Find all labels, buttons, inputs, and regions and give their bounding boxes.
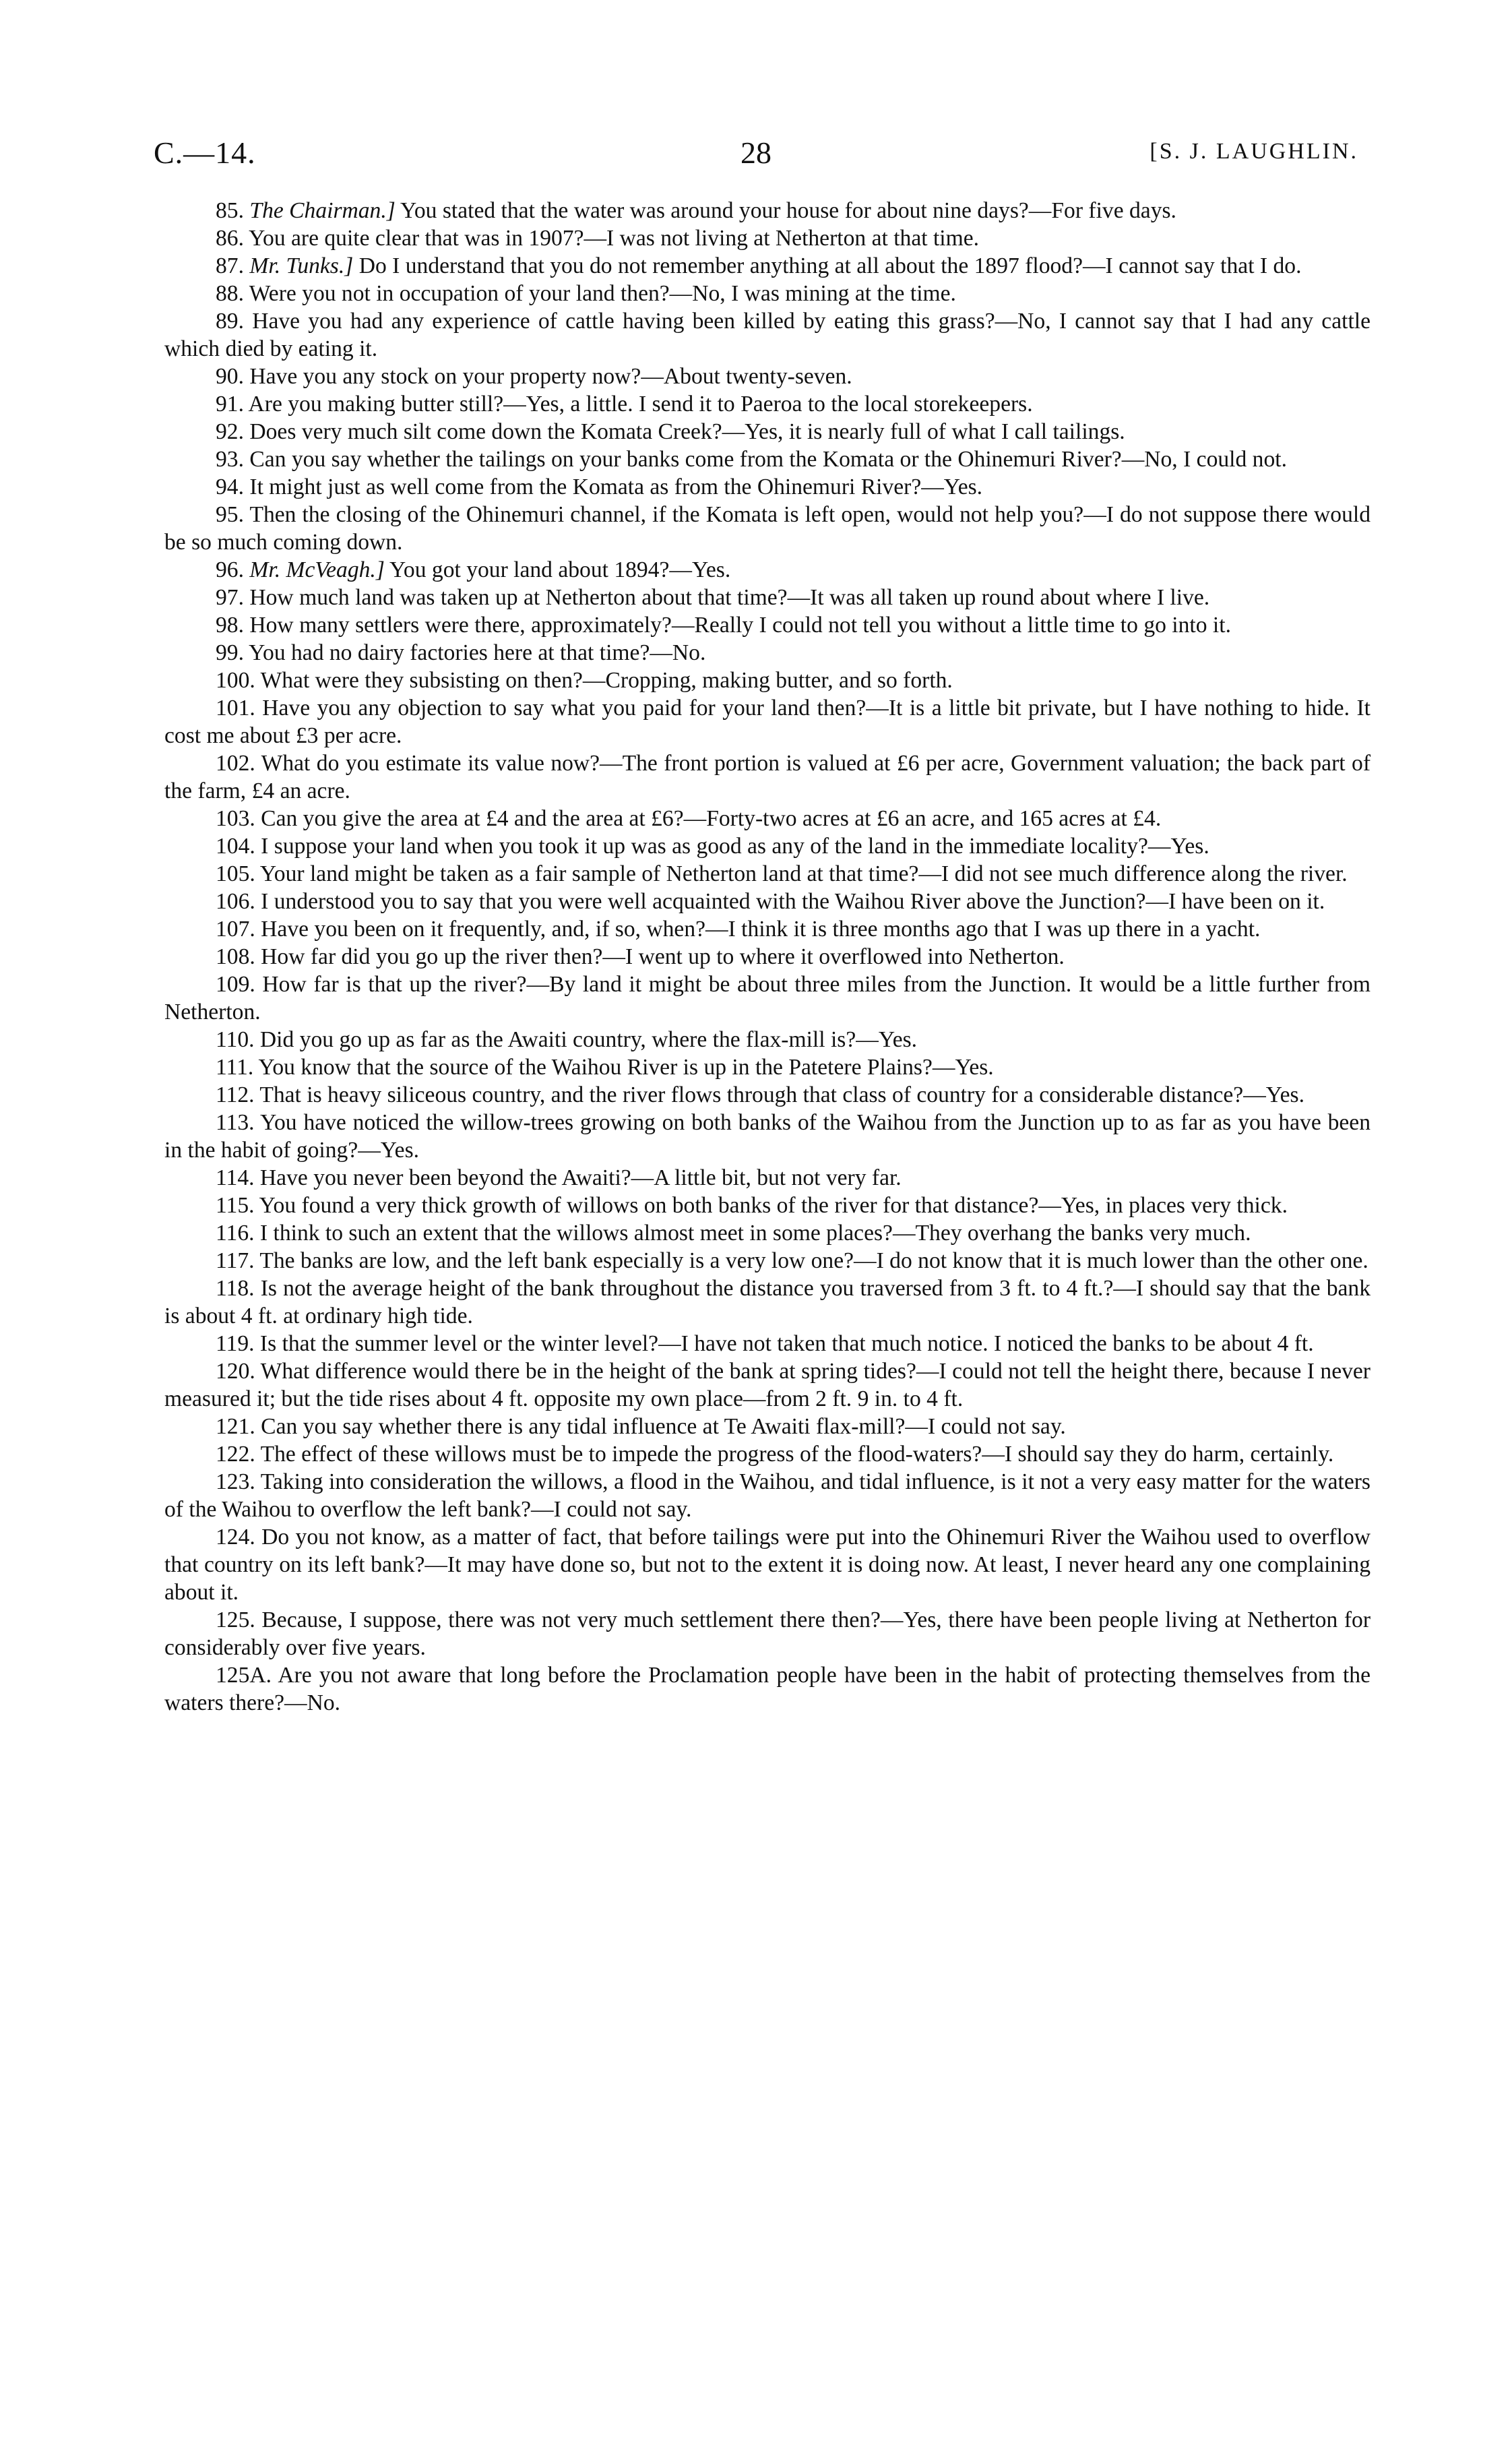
question-answer-item xyxy=(164,639,1371,667)
question-number: 96. xyxy=(216,557,244,582)
question-number: 111. xyxy=(216,1055,254,1080)
question-answer-text: Is that the summer level or the winter level?—I have not taken that much notice. I noticed the banks to be about 4 ft. xyxy=(259,1331,1314,1356)
question-number: 109. xyxy=(216,972,255,997)
question-number: 102. xyxy=(216,751,255,776)
question-answer-text: Do you not know, as a matter of fact, that before tailings were put into the Ohinemuri River the Waihou used to overflow that country on its left bank?—It may have done so, but not to the extent it is doing now. At least, I never heard any one complaining about it. xyxy=(164,1525,1371,1605)
question-answer-item xyxy=(164,1164,1371,1192)
question-answer-text: Your land might be taken as a fair sample of Netherton land at that time?—I did not see much difference along the river. xyxy=(259,861,1348,886)
question-number: 114. xyxy=(216,1165,255,1190)
question-answer-item xyxy=(164,805,1371,832)
question-answer-item xyxy=(164,418,1371,446)
question-answer-item xyxy=(164,1247,1371,1275)
question-answer-item xyxy=(164,860,1371,888)
question-answer-item xyxy=(164,1606,1371,1661)
question-answer-text: Is not the average height of the bank throughout the distance you traversed from 3 ft. to 4 ft.?—I should say that the bank is about 4 ft. at ordinary high tide. xyxy=(164,1276,1371,1328)
question-answer-item xyxy=(164,1053,1371,1081)
question-answer-text: Were you not in occupation of your land then?—No, I was mining at the time. xyxy=(249,281,956,306)
question-answer-item xyxy=(164,1357,1371,1413)
question-number: 94. xyxy=(216,474,244,499)
question-number: 85. xyxy=(216,198,244,223)
question-answer-text: It might just as well come from the Komata as from the Ohinemuri River?—Yes. xyxy=(249,474,983,499)
question-answer-text: What difference would there be in the height of the bank at spring tides?—I could not tell the height there, because I never measured it; but the tide rises about 4 ft. opposite my own place—from 2 ft. 9 in. to 4 ft. xyxy=(164,1359,1371,1411)
question-answer-text: What were they subsisting on then?—Cropping, making butter, and so forth. xyxy=(260,668,953,693)
question-number: 90. xyxy=(216,364,244,389)
question-answer-item xyxy=(164,1109,1371,1164)
question-number: 125A. xyxy=(216,1663,272,1688)
question-number: 99. xyxy=(216,640,244,665)
question-answer-item xyxy=(164,943,1371,971)
question-number: 117. xyxy=(216,1248,255,1273)
question-answer-text: How much land was taken up at Netherton about that time?—It was all taken up round about where I live. xyxy=(249,585,1210,610)
question-number: 86. xyxy=(216,226,244,251)
question-answer-text: You had no dairy factories here at that time?—No. xyxy=(249,640,706,665)
question-answer-text: You have noticed the willow-trees growing on both banks of the Waihou from the Junction up to as far as you have been in the habit of going?—Yes. xyxy=(164,1110,1371,1163)
question-number: 110. xyxy=(216,1027,255,1052)
question-number: 106. xyxy=(216,889,255,914)
question-answer-text: Can you give the area at £4 and the area at £6?—Forty-two acres at £6 an acre, and 165 acres at £4. xyxy=(261,806,1162,831)
question-number: 123. xyxy=(216,1469,255,1494)
question-number: 119. xyxy=(216,1331,255,1356)
page-header xyxy=(154,135,1358,175)
report-series: C.—14. xyxy=(154,135,256,170)
question-answer-text: Does very much silt come down the Komata Creek?—Yes, it is nearly full of what I call tailings. xyxy=(249,419,1125,444)
question-answer-text: The effect of these willows must be to impede the progress of the flood-waters?—I should say they do harm, certainly. xyxy=(260,1442,1334,1467)
question-answer-text: You stated that the water was around your house for about nine days?—For five days. xyxy=(400,198,1176,223)
question-answer-text: I think to such an extent that the willows almost meet in some places?—They overhang the banks very much. xyxy=(259,1221,1251,1246)
question-answer-text: Have you any objection to say what you paid for your land then?—It is a little bit private, but I have nothing to hide. It cost me about £3 per acre. xyxy=(164,696,1371,748)
question-number: 124. xyxy=(216,1525,255,1550)
question-number: 91. xyxy=(216,392,244,417)
question-answer-item xyxy=(164,915,1371,943)
question-number: 112. xyxy=(216,1082,255,1107)
question-answer-item xyxy=(164,971,1371,1026)
question-answer-item xyxy=(164,224,1371,252)
question-number: 115. xyxy=(216,1193,255,1218)
question-number: 121. xyxy=(216,1414,255,1439)
question-answer-text: How far did you go up the river then?—I went up to where it overflowed into Netherton. xyxy=(261,944,1065,969)
question-answer-item xyxy=(164,888,1371,915)
question-answer-item xyxy=(164,252,1371,280)
page-number: 28 xyxy=(741,135,771,170)
question-answer-item xyxy=(164,611,1371,639)
question-answer-text: You know that the source of the Waihou River is up in the Patetere Plains?—Yes. xyxy=(258,1055,994,1080)
question-answer-text: I understood you to say that you were well acquainted with the Waihou River above the Junction?—I have been on it. xyxy=(261,889,1325,914)
speaker-name: Mr. Tunks.] xyxy=(249,253,354,278)
evidence-body xyxy=(164,197,1371,1717)
question-answer-text: Have you had any experience of cattle having been killed by eating this grass?—No, I cannot say that I had any cattle which died by eating it. xyxy=(164,309,1371,361)
question-answer-text: Because, I suppose, there was not very much settlement there then?—Yes, there have been people living at Netherton for considerably over five years. xyxy=(164,1607,1371,1660)
question-number: 89. xyxy=(216,309,244,334)
question-answer-text: Then the closing of the Ohinemuri channel, if the Komata is left open, would not help you?—I do not suppose there would be so much coming down. xyxy=(164,502,1371,555)
speaker-name: Mr. McVeagh.] xyxy=(249,557,385,582)
question-number: 97. xyxy=(216,585,244,610)
question-answer-text: You got your land about 1894?—Yes. xyxy=(389,557,731,582)
question-answer-item xyxy=(164,473,1371,501)
question-answer-text: Have you never been beyond the Awaiti?—A little bit, but not very far. xyxy=(259,1165,902,1190)
question-answer-item xyxy=(164,1440,1371,1468)
question-answer-item xyxy=(164,363,1371,390)
question-number: 107. xyxy=(216,917,255,942)
question-answer-item xyxy=(164,749,1371,805)
question-number: 105. xyxy=(216,861,255,886)
question-number: 113. xyxy=(216,1110,255,1135)
question-number: 87. xyxy=(216,253,244,278)
question-answer-text: What do you estimate its value now?—The front portion is valued at £6 per acre, Government valuation; the back part of the farm, £4 an acre. xyxy=(164,751,1371,803)
question-answer-item xyxy=(164,1523,1371,1606)
question-answer-text: Have you been on it frequently, and, if so, when?—I think it is three months ago that I was up there in a yacht. xyxy=(261,917,1261,942)
question-answer-text: Do I understand that you do not remember anything at all about the 1897 flood?—I cannot say that I do. xyxy=(358,253,1302,278)
question-answer-item xyxy=(164,694,1371,749)
question-answer-item xyxy=(164,584,1371,611)
question-number: 116. xyxy=(216,1221,255,1246)
witness-name: [S. J. LAUGHLIN. xyxy=(1149,139,1358,164)
question-answer-text: You found a very thick growth of willows on both banks of the river for that distance?—Yes, in places very thick. xyxy=(259,1193,1288,1218)
question-answer-text: How far is that up the river?—By land it might be about three miles from the Junction. It would be a little further from Netherton. xyxy=(164,972,1371,1024)
question-answer-item xyxy=(164,832,1371,860)
question-answer-text: Taking into consideration the willows, a flood in the Waihou, and tidal influence, is it not a very easy matter for the waters of the Waihou to overflow the left bank?—I could not say. xyxy=(164,1469,1371,1522)
speaker-name: The Chairman.] xyxy=(249,198,396,223)
question-number: 93. xyxy=(216,447,244,472)
question-answer-text: Can you say whether the tailings on your banks come from the Komata or the Ohinemuri River?—No, I could not. xyxy=(249,447,1287,472)
question-number: 98. xyxy=(216,613,244,638)
question-number: 108. xyxy=(216,944,255,969)
question-answer-item xyxy=(164,446,1371,473)
question-number: 92. xyxy=(216,419,244,444)
question-answer-text: Are you making butter still?—Yes, a little. I send it to Paeroa to the local storekeepers. xyxy=(248,392,1033,417)
question-answer-item xyxy=(164,1192,1371,1219)
question-answer-item xyxy=(164,1661,1371,1717)
question-answer-text: You are quite clear that was in 1907?—I was not living at Netherton at that time. xyxy=(249,226,980,251)
question-answer-item xyxy=(164,1330,1371,1357)
question-answer-item xyxy=(164,1081,1371,1109)
question-number: 88. xyxy=(216,281,244,306)
question-answer-text: Did you go up as far as the Awaiti country, where the flax-mill is?—Yes. xyxy=(259,1027,918,1052)
question-number: 103. xyxy=(216,806,255,831)
question-answer-item xyxy=(164,1219,1371,1247)
question-answer-item xyxy=(164,390,1371,418)
question-answer-item xyxy=(164,1468,1371,1523)
question-number: 122. xyxy=(216,1442,255,1467)
question-answer-text: Have you any stock on your property now?—About twenty-seven. xyxy=(249,364,852,389)
question-answer-text: Can you say whether there is any tidal influence at Te Awaiti flax-mill?—I could not say. xyxy=(261,1414,1066,1439)
question-answer-text: I suppose your land when you took it up was as good as any of the land in the immediate locality?—Yes. xyxy=(261,834,1209,859)
question-answer-item xyxy=(164,1026,1371,1053)
question-number: 95. xyxy=(216,502,244,527)
question-answer-text: That is heavy siliceous country, and the river flows through that class of country for a considerable distance?—Yes. xyxy=(259,1082,1305,1107)
question-answer-text: The banks are low, and the left bank especially is a very low one?—I do not know that it is much lower than the other one. xyxy=(259,1248,1368,1273)
question-answer-item xyxy=(164,1275,1371,1330)
question-number: 104. xyxy=(216,834,255,859)
question-number: 118. xyxy=(216,1276,255,1301)
question-answer-item xyxy=(164,501,1371,556)
question-number: 120. xyxy=(216,1359,255,1384)
question-answer-item xyxy=(164,280,1371,307)
question-number: 125. xyxy=(216,1607,255,1632)
question-answer-item xyxy=(164,556,1371,584)
question-number: 100. xyxy=(216,668,255,693)
question-answer-text: Are you not aware that long before the Proclamation people have been in the habit of protecting themselves from the waters there?—No. xyxy=(164,1663,1371,1715)
question-answer-item xyxy=(164,1413,1371,1440)
question-number: 101. xyxy=(216,696,255,721)
question-answer-text: How many settlers were there, approximately?—Really I could not tell you without a little time to go into it. xyxy=(249,613,1231,638)
question-answer-item xyxy=(164,667,1371,694)
question-answer-item xyxy=(164,307,1371,363)
question-answer-item xyxy=(164,197,1371,224)
